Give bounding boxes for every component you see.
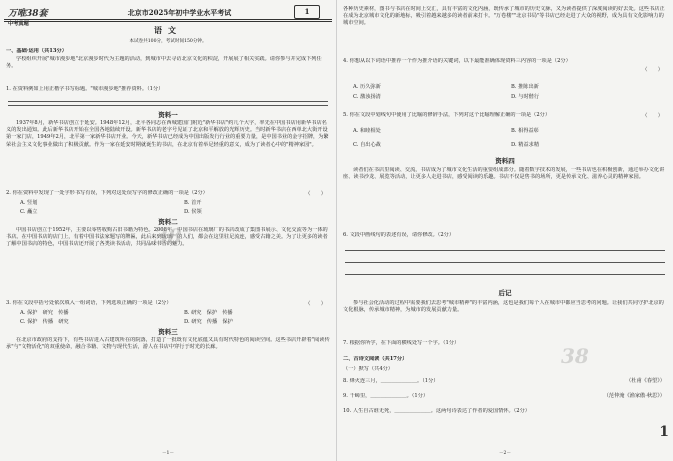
answer-bracket[interactable]: （ ） [642, 67, 663, 73]
answer-bracket[interactable]: （ ） [305, 301, 326, 307]
watermark: 38 [154, 224, 182, 248]
page-number: －2－ [498, 451, 512, 456]
option[interactable]: C. 激浊扬清 [353, 94, 381, 100]
option[interactable]: B. 首开 [184, 200, 202, 206]
left-page [4, 4, 332, 456]
afterword-text: 参与社会化活动的过程中需要我们去思考"城市精神"的丰富内涵，这也是我们每个人在城市中都应当思考的问题。让我们共同守护北京的文化根脉，传承城市精神，为城市的发展贡献力量。 [343, 300, 664, 314]
option[interactable]: A. 竖划 [20, 200, 38, 206]
material-4-title: 资料四 [495, 157, 515, 165]
question-7: 7. 根据你所学，在下面的横线处写一个字。（1分） [343, 340, 460, 346]
question-10: 10. 人生自古谁无死，＿＿＿＿＿＿＿。这两句诗表达了作者的爱国情怀。（2分） [343, 408, 530, 414]
answer-line[interactable] [345, 262, 665, 263]
series-label: 中考真题 [8, 21, 29, 27]
header-rule [4, 19, 332, 20]
intro-paragraph: 学校组织开展"城市漫步地"北京漫步时代为主题的活动，到城市中去寻访北京文化的积淀，开展展了相关实践。请你参与并完成下列任务。 [6, 56, 322, 70]
answer-line[interactable] [345, 274, 665, 275]
answer-bracket[interactable]: （ ） [305, 191, 326, 197]
option[interactable]: A. 保护 研究 传播 [20, 310, 69, 316]
paper-code: 1 [294, 5, 320, 19]
exam-title: 北京市2025年初中学业水平考试 [127, 8, 232, 17]
question-5: 5. 你在文段中划线句中使用了比喻的修辞手法，下列对这个比喻理解正确的一项是（2分） [343, 112, 551, 118]
logo-text: 万唯38套 [8, 9, 48, 19]
material-3-continued: 各种历史素材，图书与书店在时间上交汇，具有丰富的文化内涵，既传承了城市的历史文脉，又为读者提供了深度阅读的好去处。这些书店正在成为北京城市文化的新地标，吸引着越来越多的读者前来打卡。"万卷楼""北京书局"等书店已经走进了大众的视野，成为具有文化影响力的城市空间。 [343, 6, 665, 27]
option[interactable]: D. 侯领 [184, 209, 202, 215]
answer-line[interactable] [8, 105, 328, 106]
material-3-title: 资料三 [158, 328, 178, 336]
option[interactable]: C. 矗立 [20, 209, 38, 215]
material-4-text: 读者们在书店里阅读、交流，书店成为了城市文化生活的重要组成部分。随着数字技术的发展，一些书店也在积极创新，通过举办文化讲座、读书沙龙、展览等活动，让更多人走进书店，感受阅读的乐趣。书店不仅是售书的场所，更是传承文化、滋养心灵的精神家园。 [343, 167, 665, 181]
question-1: 1. 在资料例如上用正楷字书写标题。"城市漫步地"推荐资料。（1分） [6, 86, 164, 92]
subsection-heading: （一）默写（共4分） [343, 366, 393, 372]
material-1-text: 1937年8月，新华书店创立于延安。1948年12月，北平各同志在西城建国门附近"新华书店"约几个大字，率先在中国书店用新华书店名义的发出通知。此后新华书店开始在全国各地陆续开设。新华书店的老字号见证了北京和平解放的光辉历史。当时新华书店在西单北大街开设第一家门店，1949年2月，北平第一家新华书店开业。今天，新华书店已经成为中国出版发行行业的重要力量，是中国书业的金字招牌，为繁荣社会主义文化事业做出了积极贡献。作为一家在延安时期就诞生的书店，在北京有着举足轻重的意义，成为了读者心中的"精神家园"。 [6, 120, 329, 148]
option[interactable]: B. 研究 保护 传播 [184, 310, 233, 316]
question-2: 2. 你在资料中发现了一处字形书写有误，下列对这处误写字的修改正确的一项是（2分） [6, 190, 208, 196]
material-2-text: 中国书店创立于1952年，主要以零售收购古旧书籍为特色。2008年，中国书店在琉璃厂的书店改成了集图书展示、文化交流等为一体的书店。在中国书店的店门上，有着中国书法家题写的牌匾，此后来到琉璃厂的人们，都会在这里驻足流连，感受古籍之美。为了让更多的读者了解中国书店的特色，中国书店还开展了各类读书活动，共同品味书香的魅力。 [6, 227, 328, 248]
option[interactable]: A. 和睦相处 [353, 128, 381, 134]
subject-heading: 语文 [154, 25, 182, 35]
page-number: －1－ [161, 451, 175, 456]
material-1-title: 资料一 [158, 111, 178, 119]
option[interactable]: D. 与时偕行 [511, 94, 540, 100]
answer-line[interactable] [345, 250, 665, 251]
option[interactable]: D. 精益求精 [511, 142, 540, 148]
question-8: 8. 烽火连三月，＿＿＿＿＿＿＿。（1分） [343, 378, 439, 384]
section-heading: 二、古诗文阅读（共17分） [343, 356, 408, 362]
publisher-logo [8, 6, 48, 27]
option[interactable]: A. 历久弥新 [353, 84, 381, 90]
afterword-title: 后记 [498, 289, 512, 297]
corner-number: 1 [659, 424, 669, 440]
header-rule-thin [4, 21, 332, 22]
answer-bracket[interactable]: （ ） [642, 113, 663, 119]
source-note: （范仲淹《渔家傲·秋思》） [603, 393, 665, 399]
question-6: 6. 文段中画线句的表述有误，请你修改。（2分） [343, 232, 455, 238]
answer-line[interactable] [8, 101, 328, 102]
material-2-title: 资料二 [158, 218, 178, 226]
option[interactable]: C. 自出心裁 [353, 142, 381, 148]
watermark: 38 [561, 344, 589, 368]
question-9: 9. 千嶂里，＿＿＿＿＿＿＿。（1分） [343, 393, 429, 399]
section-heading: 一、基础·运用（共13分） [6, 48, 67, 54]
question-3: 3. 你在文段中括号处依次填入一组词语，下列选项正确的一项是（2分） [6, 300, 172, 306]
question-4: 4. 你想从以下词语中推荐一个作为推介语的关键词，以下最能准确体现资料三内容的一项是（2分） [343, 58, 571, 64]
material-3-text: 在北京市政府的支持下，有些书店进入古建筑所在的院落，打造了一批既有文化底蕴又具有时代特色的阅读空间。这些书店开辟着"阅读传承"与"文物活化"的双重使命，融合书籍、文物与现代生活，游人在书店中穿行于时光的长廊。 [6, 337, 330, 351]
option[interactable]: B. 推陈出新 [511, 84, 539, 90]
option[interactable]: C. 保护 传播 研究 [20, 319, 69, 325]
exam-note: 本试卷共100分，考试时间150分钟。 [129, 39, 207, 44]
right-page [341, 4, 669, 456]
page-fold [336, 0, 337, 461]
option[interactable]: D. 研究 传播 保护 [184, 319, 233, 325]
option[interactable]: B. 相得益彰 [511, 128, 539, 134]
source-note: （杜甫《春望》） [626, 378, 665, 384]
